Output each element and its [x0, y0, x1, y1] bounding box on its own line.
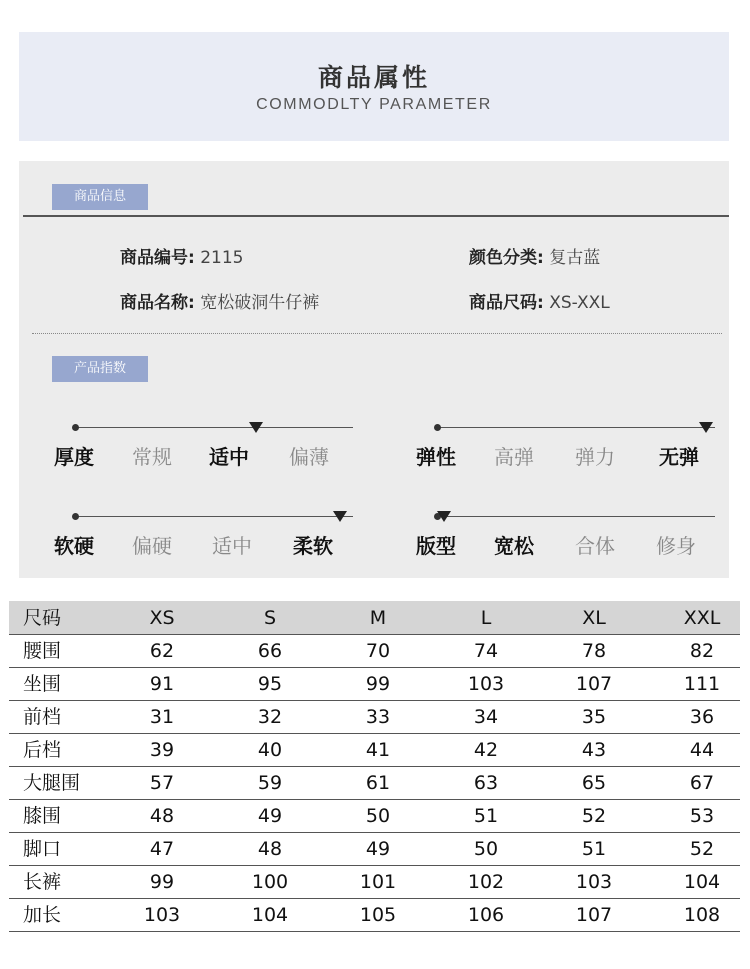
table-row	[9, 866, 740, 899]
softness-label: 软硬	[54, 534, 94, 558]
field-product-name: 商品名称: 宽松破洞牛仔裤	[120, 293, 320, 313]
page-title: 商品属性	[317, 63, 430, 92]
row-label-cell: 坐围	[23, 673, 62, 695]
table-header-cell: XS	[149, 607, 175, 629]
row-label-cell: 加长	[23, 904, 62, 926]
table-row	[9, 701, 740, 734]
table-header-row	[9, 601, 740, 635]
product-index-tag: 产品指数	[52, 356, 148, 382]
table-cell: 99	[149, 871, 175, 893]
thickness-option: 常规	[132, 445, 172, 469]
table-header-cell: M	[369, 607, 387, 629]
table-header-cell: S	[263, 607, 277, 629]
table-cell: 41	[365, 739, 391, 761]
table-row	[9, 668, 740, 701]
row-label-cell: 脚口	[23, 838, 62, 860]
thickness-marker	[249, 422, 263, 433]
table-cell: 49	[365, 838, 391, 860]
table-row	[9, 800, 740, 833]
table-header-cell: XL	[582, 607, 606, 629]
product-info-panel	[19, 161, 729, 578]
section-divider	[23, 215, 729, 217]
table-cell: 103	[467, 673, 505, 695]
fit-option: 合体	[575, 534, 615, 558]
table-cell: 91	[149, 673, 175, 695]
table-header-cell: 尺码	[23, 607, 62, 629]
table-cell: 40	[257, 739, 283, 761]
table-cell: 111	[683, 673, 721, 695]
thickness-option: 偏薄	[289, 445, 329, 469]
table-cell: 103	[143, 904, 181, 926]
table-cell: 50	[365, 805, 391, 827]
softness-marker	[333, 511, 347, 522]
table-cell: 43	[581, 739, 607, 761]
table-cell: 104	[683, 871, 721, 893]
field-size-range: 商品尺码: XS-XXL	[469, 293, 610, 313]
table-row	[9, 833, 740, 866]
table-cell: 107	[575, 673, 613, 695]
elasticity-option: 无弹	[659, 445, 699, 469]
table-cell: 51	[473, 805, 499, 827]
table-cell: 52	[581, 805, 607, 827]
table-cell: 34	[473, 706, 499, 728]
table-header-cell: L	[480, 607, 492, 629]
table-cell: 36	[689, 706, 715, 728]
fit-label: 版型	[416, 534, 456, 558]
elasticity-option: 高弹	[494, 445, 534, 469]
table-cell: 31	[149, 706, 175, 728]
field-color: 颜色分类: 复古蓝	[469, 248, 601, 268]
table-cell: 108	[683, 904, 721, 926]
row-label-cell: 大腿围	[23, 772, 81, 794]
table-cell: 48	[149, 805, 175, 827]
table-cell: 105	[359, 904, 397, 926]
table-row	[9, 899, 740, 932]
table-cell: 106	[467, 904, 505, 926]
table-cell: 102	[467, 871, 505, 893]
table-cell: 63	[473, 772, 499, 794]
table-header-cell: XXL	[683, 607, 721, 629]
row-label-cell: 长裤	[23, 871, 62, 893]
table-cell: 62	[149, 640, 175, 662]
elasticity-label: 弹性	[416, 445, 456, 469]
table-cell: 61	[365, 772, 391, 794]
table-cell: 70	[365, 640, 391, 662]
table-cell: 95	[257, 673, 283, 695]
table-cell: 103	[575, 871, 613, 893]
softness-option: 适中	[212, 534, 252, 558]
table-cell: 65	[581, 772, 607, 794]
table-cell: 33	[365, 706, 391, 728]
dotted-divider	[32, 333, 722, 334]
table-cell: 74	[473, 640, 499, 662]
elasticity-option: 弹力	[575, 445, 615, 469]
table-cell: 52	[689, 838, 715, 860]
table-cell: 49	[257, 805, 283, 827]
table-cell: 48	[257, 838, 283, 860]
product-info-tag: 商品信息	[52, 184, 148, 210]
table-row	[9, 767, 740, 800]
row-label-cell: 后档	[23, 739, 62, 761]
table-cell: 53	[689, 805, 715, 827]
field-product-number: 商品编号: 2115	[120, 248, 244, 268]
table-row	[9, 734, 740, 767]
table-cell: 104	[251, 904, 289, 926]
page-subtitle: COMMODLTY PARAMETER	[256, 96, 492, 113]
fit-option: 修身	[656, 534, 696, 558]
elasticity-marker	[699, 422, 713, 433]
row-label-cell: 膝围	[23, 805, 62, 827]
table-cell: 107	[575, 904, 613, 926]
thickness-option: 适中	[209, 445, 249, 469]
row-label-cell: 腰围	[23, 640, 62, 662]
fit-marker	[437, 511, 451, 522]
table-cell: 32	[257, 706, 283, 728]
table-cell: 51	[581, 838, 607, 860]
table-cell: 66	[257, 640, 283, 662]
table-cell: 42	[473, 739, 499, 761]
header-banner	[19, 32, 729, 141]
table-row	[9, 635, 740, 668]
table-cell: 44	[689, 739, 715, 761]
table-cell: 50	[473, 838, 499, 860]
table-cell: 99	[365, 673, 391, 695]
table-cell: 101	[359, 871, 397, 893]
table-cell: 35	[581, 706, 607, 728]
table-cell: 82	[689, 640, 715, 662]
table-cell: 47	[149, 838, 175, 860]
softness-option: 偏硬	[132, 534, 172, 558]
table-cell: 67	[689, 772, 715, 794]
row-label-cell: 前档	[23, 706, 62, 728]
table-cell: 78	[581, 640, 607, 662]
table-cell: 39	[149, 739, 175, 761]
thickness-label: 厚度	[54, 445, 94, 469]
fit-option: 宽松	[494, 534, 534, 558]
table-cell: 57	[149, 772, 175, 794]
softness-option: 柔软	[293, 534, 333, 558]
table-cell: 100	[251, 871, 289, 893]
table-cell: 59	[257, 772, 283, 794]
size-chart-table	[9, 601, 740, 932]
